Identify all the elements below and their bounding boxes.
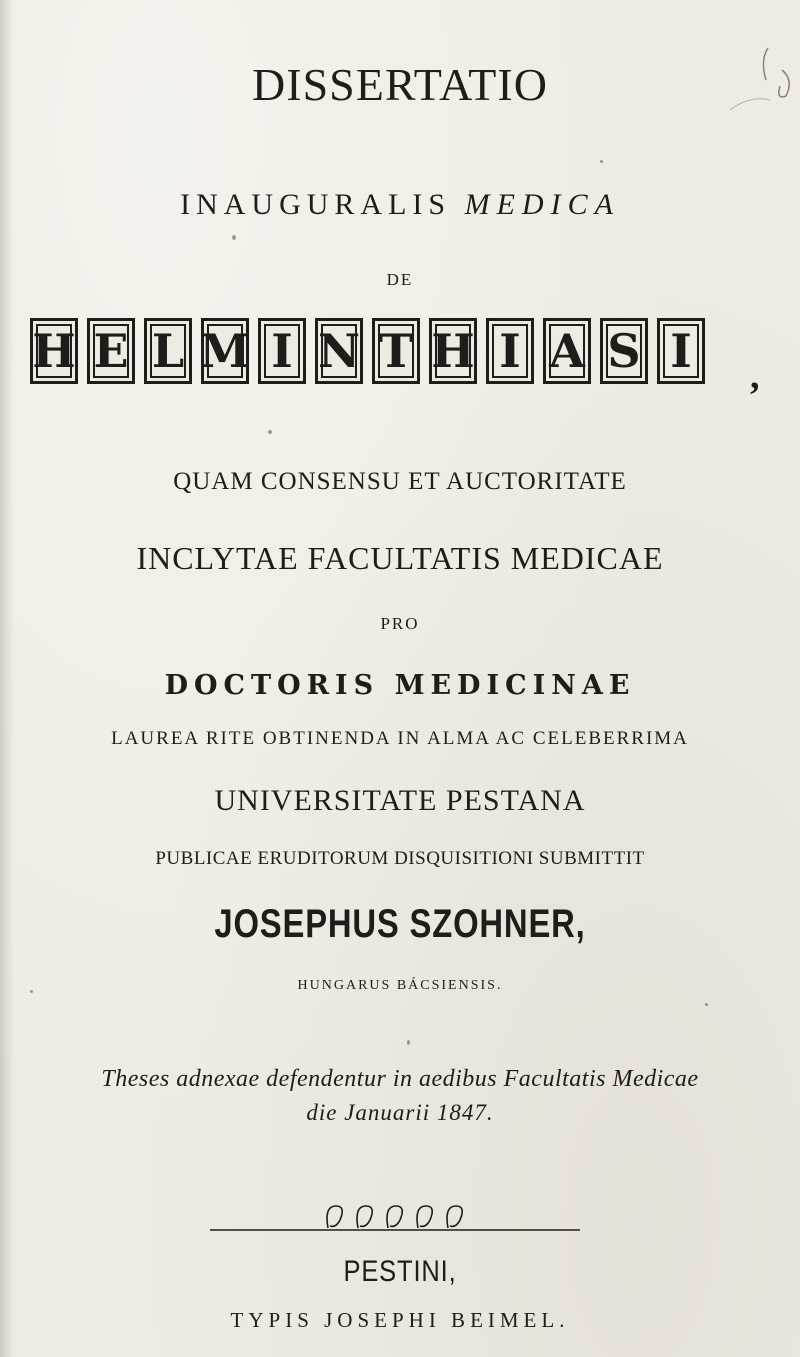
subtitle-medica: MEDICA [464,188,620,221]
topic-letter: I [258,318,306,384]
topic-letter: M [201,318,249,384]
paper-speck [30,990,33,993]
topic-letter: A [543,318,591,384]
topic-letter-row [30,318,790,384]
line-publicae-eruditorum: PUBLICAE ERUDITORUM DISQUISITIONI SUBMITTIT [155,848,645,869]
topic-letter: T [372,318,420,384]
theses-line: Theses adnexae defendentur in aedibus Facultatis Medicae [101,1066,699,1092]
paper-speck [600,160,603,163]
printer-line: TYPIS JOSEPHI BEIMEL. [230,1308,570,1332]
subtitle-inauguralis: INAUGURALIS [180,188,452,221]
line-quam-consensu: QUAM CONSENSU ET AUCTORITATE [173,468,627,495]
topic-letter: L [144,318,192,384]
topic-title-block [30,318,790,397]
document-title: DISSERTATIO [252,59,548,110]
paper-speck [268,430,272,434]
topic-letter: I [657,318,705,384]
author-name: JOSEPHUS SZOHNER, [214,902,586,946]
date-line: die Januarii 1847. [306,1100,494,1125]
topic-letter: I [486,318,534,384]
preposition-de: DE [386,270,414,289]
topic-letter: S [600,318,648,384]
printer-ornament-rule [200,1196,600,1236]
topic-letter: H [30,318,78,384]
line-inclytae-facultatis: INCLYTAE FACULTATIS MEDICAE [136,540,664,576]
document-subtitle [0,188,800,222]
place-of-printing: PESTINI, [343,1255,457,1288]
line-laurea: LAUREA RITE OBTINENDA IN ALMA AC CELEBERRIMA [111,728,689,749]
line-pro: PRO [380,614,420,633]
line-universitate-pestana: UNIVERSITATE PESTANA [214,784,586,817]
line-doctoris-medicinae: DOCTORIS MEDICINAE [164,670,636,701]
paper-speck [705,1003,708,1006]
paper-speck [407,1040,410,1045]
topic-letter: N [315,318,363,384]
topic-letter: E [87,318,135,384]
paper-speck [232,235,236,240]
topic-letter: H [429,318,477,384]
topic-comma: , [750,355,760,397]
author-origin: HUNGARUS BÁCSIENSIS. [297,978,503,993]
